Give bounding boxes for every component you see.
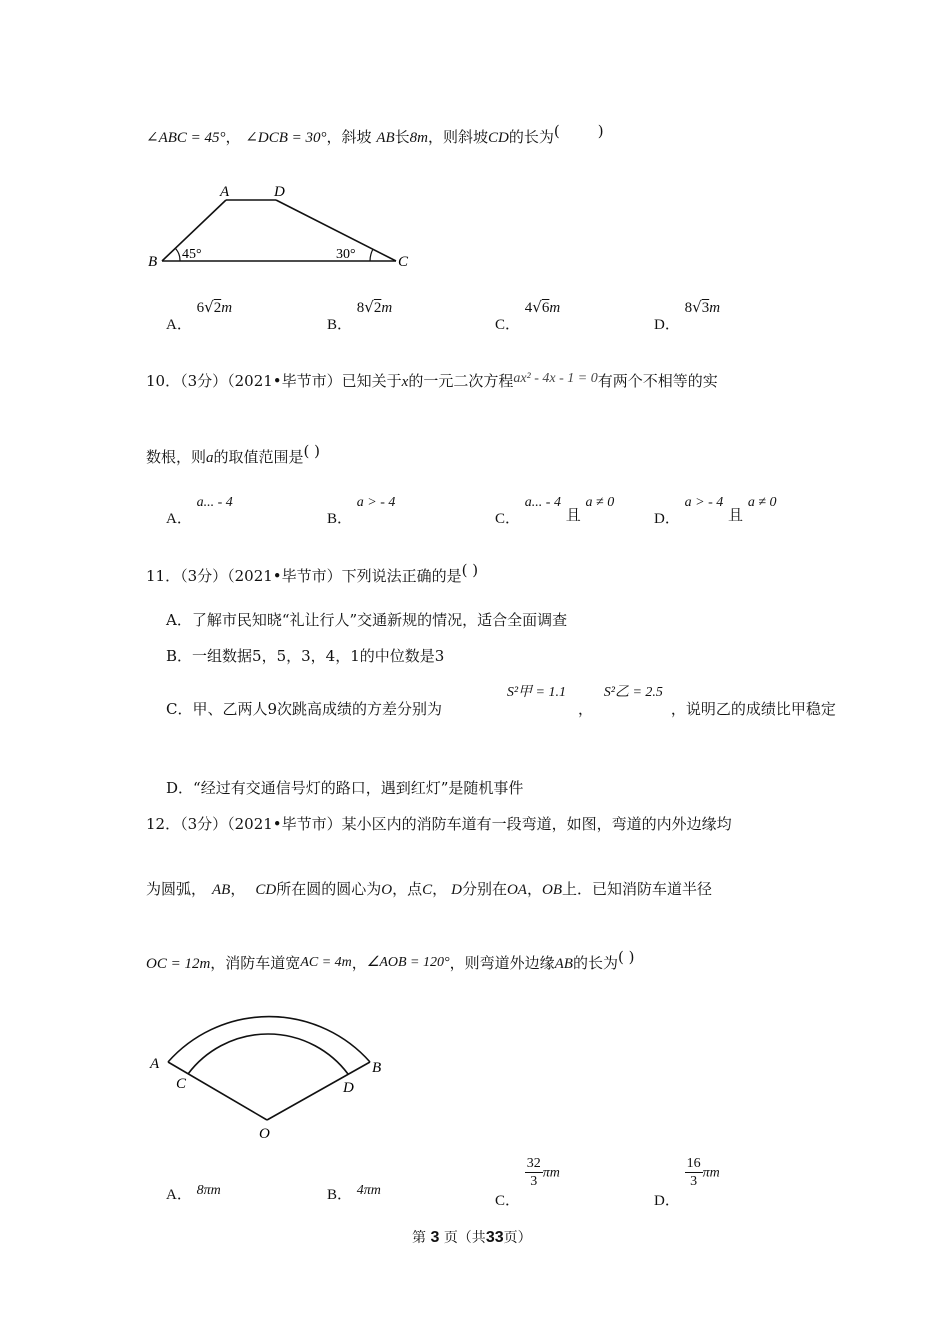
- q9-label-30: 30°: [336, 247, 356, 262]
- q11-option-a[interactable]: A．了解市民知晓“礼让行人”交通新规的情况，适合全面调查: [166, 611, 568, 629]
- q9-trapezoid-figure: [140, 176, 430, 276]
- q10-stem-line1: 10．（3分）（2021•毕节市）已知关于x的一元二次方程ax² - 4x - 1 = 0有两个不相等的实: [146, 371, 718, 390]
- q12-stem-line1: 12．（3分）（2021•毕节市）某小区内的消防车道有一段弯道，如图，弯道的内外边缘均: [146, 815, 732, 833]
- q12-label-a: A: [150, 1056, 160, 1072]
- page-footer: 第 3 页（共33页）: [412, 1229, 532, 1246]
- q10-option-b[interactable]: B． a > - 4: [327, 495, 396, 527]
- q9-angle-dcb: ∠DCB = 30°: [245, 130, 327, 146]
- q10-equation: ax² - 4x - 1 = 0: [513, 371, 598, 386]
- q12-label-o: O: [259, 1126, 270, 1142]
- q12-option-a[interactable]: A． 8πm: [166, 1183, 221, 1203]
- q12-option-d[interactable]: D． $\frac{16}{3}$ πm: [654, 1156, 720, 1209]
- q9-label-b: B: [148, 254, 158, 270]
- q11-option-d[interactable]: D．“经过有交通信号灯的路口，遇到红灯”是随机事件: [166, 779, 524, 797]
- sqrt-icon: √: [364, 298, 374, 316]
- page-total: 33: [485, 1229, 504, 1246]
- q9-option-c[interactable]: C． 4√6m: [495, 298, 561, 333]
- q9-label-d: D: [274, 184, 285, 200]
- q9-label-45: 45°: [182, 247, 202, 262]
- q12-arc-cd: CD: [255, 882, 277, 898]
- q11-variance-yi: S²乙 = 2.5: [603, 685, 663, 700]
- sqrt-icon: √: [532, 298, 542, 316]
- q12-option-b[interactable]: B． 4πm: [327, 1183, 381, 1203]
- q11-stem: 11．（3分）（2021•毕节市）下列说法正确的是( ): [146, 561, 479, 585]
- q12-stem-line2: 为圆弧， AB， CD所在圆的圆心为O，点C， D分别在OA，OB上．已知消防车道半径: [146, 880, 712, 898]
- q10-option-d[interactable]: D． a > - 4 且 a ≠ 0: [654, 495, 777, 527]
- q10-stem-line2: 数根，则a的取值范围是( ): [146, 442, 321, 466]
- q10-option-a[interactable]: A． a... - 4: [166, 495, 233, 527]
- fraction: $\frac{16}{3}$: [686, 1156, 701, 1189]
- q12-label-c: C: [176, 1076, 187, 1092]
- q9-angle-arc-c: [370, 249, 373, 261]
- q12-label-d: D: [343, 1080, 354, 1096]
- q9-option-d[interactable]: D． 8√3m: [654, 298, 721, 333]
- fraction: $\frac{32}{3}$: [526, 1156, 541, 1189]
- q12-inner-arc: [188, 1034, 348, 1074]
- q9-angle-arc-b: [175, 248, 180, 261]
- q9-option-b[interactable]: B． 8√2m: [327, 298, 393, 333]
- q12-stem-line3: OC = 12m，消防车道宽AC = 4m，∠AOB = 120°，则弯道外边缘AB的长为( ): [146, 948, 635, 972]
- q12-segment-ob: [267, 1062, 370, 1120]
- q12-label-b: B: [372, 1060, 382, 1076]
- q9-label-a: A: [220, 184, 230, 200]
- q11-option-c[interactable]: C．甲、乙两人9次跳高成绩的方差分别为 S²甲 = 1.1， S²乙 = 2.5，说明乙的成绩比甲稳定: [166, 685, 836, 718]
- sqrt-icon: √: [204, 298, 214, 316]
- q12-arc-figure: [140, 1000, 400, 1145]
- q9-label-c: C: [398, 254, 409, 270]
- sqrt-icon: √: [692, 298, 702, 316]
- q11-option-b[interactable]: B．一组数据5，5，3，4，1的中位数是3: [166, 647, 445, 665]
- q9-angle-abc: ∠ABC = 45°: [146, 130, 226, 146]
- q10-option-c[interactable]: C． a... - 4 且 a ≠ 0: [495, 495, 615, 527]
- q9-stem: ∠ABC = 45°， ∠DCB = 30°，斜坡 AB长8m，则斜坡CD的长为( ): [146, 122, 604, 146]
- q11-variance-jia: S²甲 = 1.1: [506, 685, 566, 700]
- q12-arc-ab: AB: [212, 882, 231, 898]
- q9-option-a[interactable]: A． 6√2m: [166, 298, 233, 333]
- q12-option-c[interactable]: C． $\frac{32}{3}$ πm: [495, 1156, 560, 1209]
- q12-outer-arc: [168, 1017, 370, 1062]
- page-number: 3: [430, 1229, 440, 1246]
